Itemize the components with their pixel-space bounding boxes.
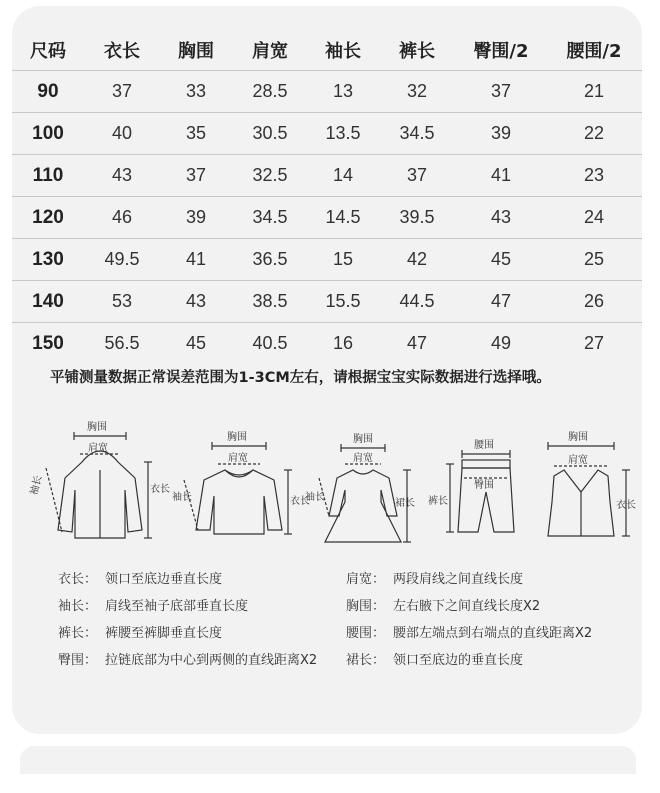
table-row (12, 323, 642, 365)
table-cell: 32 (378, 71, 456, 113)
table-row (12, 71, 642, 113)
measurement-figures (30, 420, 640, 560)
definition-item: 胸围： 左右腋下之间直线长度X2 (346, 599, 541, 614)
table-cell: 43 (456, 197, 546, 239)
pants-hip-label: 臀围 (474, 480, 494, 491)
table-cell: 21 (546, 71, 642, 113)
table-cell: 37 (160, 155, 232, 197)
table-cell: 13.5 (308, 113, 378, 155)
table-cell: 34.5 (232, 197, 308, 239)
header-sleeve: 袖长 (325, 41, 361, 62)
table-cell: 90 (12, 71, 84, 113)
table-cell: 53 (84, 281, 160, 323)
table-cell: 45 (456, 239, 546, 281)
table-cell: 39 (456, 113, 546, 155)
table-cell: 16 (308, 323, 378, 365)
table-cell: 14.5 (308, 197, 378, 239)
sweater-chest-label: 胸围 (227, 432, 247, 443)
table-cell: 41 (160, 239, 232, 281)
header-size: 尺码 (30, 41, 66, 62)
table-cell: 30.5 (232, 113, 308, 155)
table-cell: 45 (160, 323, 232, 365)
table-cell: 150 (12, 323, 84, 365)
table-cell: 120 (12, 197, 84, 239)
table-cell: 41 (456, 155, 546, 197)
vest-figure (530, 420, 640, 550)
table-cell: 46 (84, 197, 160, 239)
definition-item: 袖长： 肩线至袖子底部垂直长度 (58, 599, 249, 614)
table-cell: 47 (378, 323, 456, 365)
table-cell: 35 (160, 113, 232, 155)
table-cell: 43 (84, 155, 160, 197)
jacket-length-label: 衣长 (150, 484, 170, 495)
table-cell: 33 (160, 71, 232, 113)
definition-item: 衣长： 领口至底边垂直长度 (58, 572, 223, 587)
table-cell: 49.5 (84, 239, 160, 281)
sweater-sleeve-label: 袖长 (172, 492, 192, 503)
table-cell: 39.5 (378, 197, 456, 239)
header-chest: 胸围 (178, 41, 214, 62)
table-cell: 23 (546, 155, 642, 197)
table-cell: 37 (456, 71, 546, 113)
jacket-figure (28, 420, 170, 550)
table-cell: 24 (546, 197, 642, 239)
table-cell: 28.5 (232, 71, 308, 113)
table-cell: 26 (546, 281, 642, 323)
table-cell: 38.5 (232, 281, 308, 323)
jacket-shoulder-label: 肩宽 (88, 443, 108, 454)
table-cell: 34.5 (378, 113, 456, 155)
definition-item: 裤长： 裤腰至裤脚垂直长度 (58, 626, 223, 641)
definition-item: 腰围： 腰部左端点到右端点的直线距离X2 (346, 626, 593, 641)
table-cell: 44.5 (378, 281, 456, 323)
measurement-note: 平铺测量数据正常误差范围为1-3CM左右，请根据宝宝实际数据进行选择哦。 (50, 370, 551, 386)
vest-shoulder-label: 肩宽 (568, 455, 588, 466)
dress-length-label: 裙长 (395, 498, 415, 509)
table-row (12, 155, 642, 197)
dress-sleeve-label: 袖长 (305, 492, 325, 503)
sweater-shoulder-label: 肩宽 (228, 453, 248, 464)
header-waist: 腰围/2 (566, 41, 622, 62)
table-cell: 40 (84, 113, 160, 155)
table-cell: 27 (546, 323, 642, 365)
header-garment-length: 衣长 (104, 41, 140, 62)
dress-chest-label: 胸围 (353, 434, 373, 445)
definition-item: 臀围： 拉链底部为中心到两侧的直线距离X2 (58, 653, 318, 668)
table-cell: 130 (12, 239, 84, 281)
jacket-chest-label: 胸围 (87, 422, 107, 433)
definition-item: 肩宽： 两段肩线之间直线长度 (346, 572, 524, 587)
header-hip: 臀围/2 (473, 41, 529, 62)
table-cell: 36.5 (232, 239, 308, 281)
table-cell: 32.5 (232, 155, 308, 197)
table-row (12, 197, 642, 239)
dress-shoulder-label: 肩宽 (353, 453, 373, 464)
definition-item: 裙长： 领口至底边的垂直长度 (346, 653, 524, 668)
pants-figure (428, 420, 528, 550)
header-shoulder: 肩宽 (252, 41, 288, 62)
sweater-length-label: 衣长 (290, 496, 310, 507)
table-cell: 37 (84, 71, 160, 113)
vest-length-label: 衣长 (616, 500, 636, 511)
table-cell: 49 (456, 323, 546, 365)
dress-figure (305, 420, 420, 550)
table-cell: 100 (12, 113, 84, 155)
jacket-sleeve-label: 袖长 (28, 474, 45, 497)
bottom-panel (20, 746, 636, 774)
table-header-row (12, 30, 642, 71)
table-cell: 47 (456, 281, 546, 323)
table-cell: 37 (378, 155, 456, 197)
size-table (12, 30, 642, 364)
table-row (12, 281, 642, 323)
table-cell: 56.5 (84, 323, 160, 365)
table-cell: 40.5 (232, 323, 308, 365)
table-cell: 43 (160, 281, 232, 323)
pants-length-label: 裤长 (428, 496, 448, 507)
table-row (12, 113, 642, 155)
table-cell: 39 (160, 197, 232, 239)
table-cell: 140 (12, 281, 84, 323)
header-pants-length: 裤长 (399, 41, 435, 62)
vest-chest-label: 胸围 (568, 432, 588, 443)
table-cell: 14 (308, 155, 378, 197)
table-cell: 42 (378, 239, 456, 281)
pants-waist-label: 腰围 (474, 440, 494, 451)
table-cell: 22 (546, 113, 642, 155)
table-cell: 110 (12, 155, 84, 197)
table-cell: 15.5 (308, 281, 378, 323)
table-cell: 15 (308, 239, 378, 281)
table-cell: 13 (308, 71, 378, 113)
table-row (12, 239, 642, 281)
table-cell: 25 (546, 239, 642, 281)
sweater-figure (170, 420, 310, 550)
